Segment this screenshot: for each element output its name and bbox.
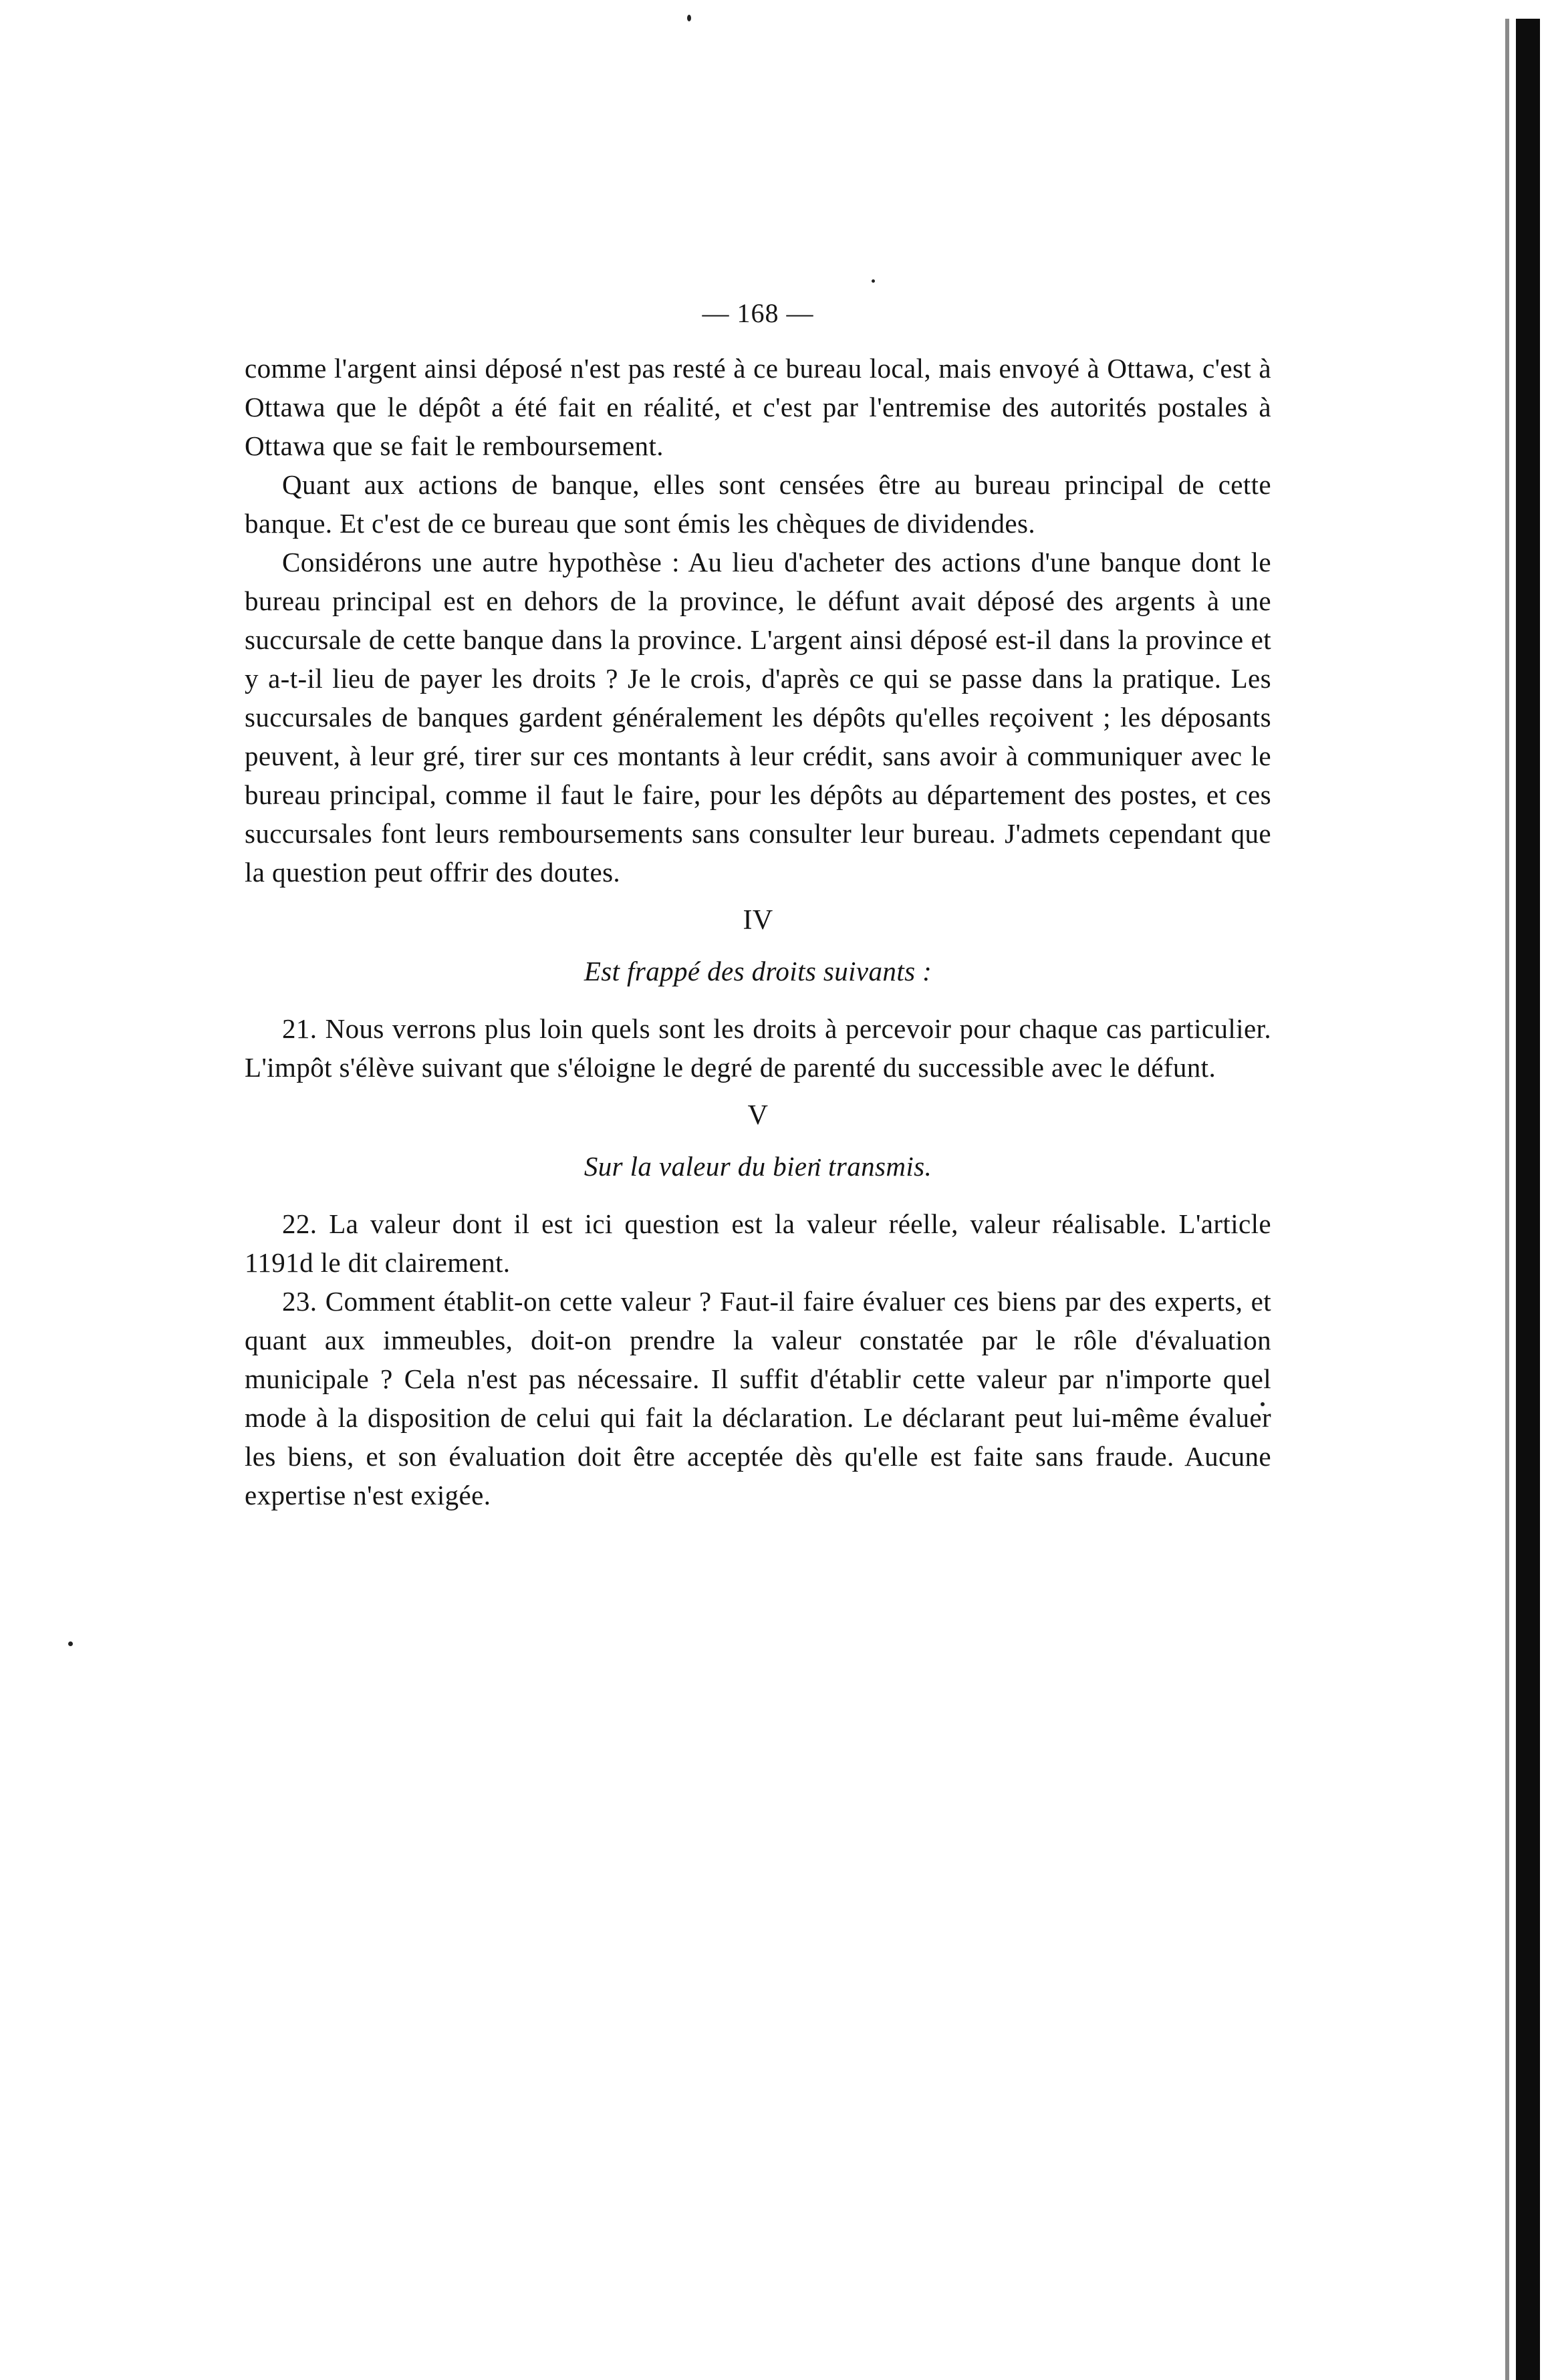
paragraph-22: 22. La valeur dont il est ici question est la valeur réelle, valeur réalisable. L'article 1191d le dit clairement. [245,1208,1271,1278]
paragraph-23: 23. Comment établit-on cette valeur ? Faut-il faire évaluer ces biens par des experts, et quant aux immeubles, doit-on prendre la valeur constatée par le rôle d'évaluation municipale ? Cela n'est pas nécessaire. Il suffit d'établir cette valeur par n'importe quel mode à la disposition de celui qui fait la déclaration. Le déclarant peut lui-même évaluer les biens, et son évaluation doit être acceptée dès qu'elle est faite sans fraude. Aucune expertise n'est exigée. [245,1286,1271,1510]
section-number-v: V [747,1100,769,1131]
scan-speck [687,15,691,21]
paragraph-bank-shares: Quant aux actions de banque, elles sont censées être au bureau principal de cette banque. Et c'est de ce bureau que sont émis les chèques de dividendes. [245,469,1271,539]
section-title-v: Sur la valeur du bien transmis. [584,1151,932,1182]
page-text [245,294,1271,1514]
scan-speck [68,1641,73,1646]
scan-speck [872,279,875,283]
scan-edge-line [1505,19,1509,2380]
paragraph-hypothesis: Considérons une autre hypothèse : Au lieu d'acheter des actions d'une banque dont le bureau principal est en dehors de la province, le défunt avait déposé des argents à une succursale de cette banque dans la province. L'argent ainsi déposé est-il dans la province et y a-t-il lieu de payer les droits ? Je le crois, d'après ce qui se passe dans la pratique. Les succursales de banques gardent généralement les dépôts qu'elles reçoivent ; les déposants peuvent, à leur gré, tirer sur ces montants à leur crédit, sans avoir à communiquer avec le bureau principal, comme il faut le faire, pour les dépôts au département des postes, et ces succursales font leurs remboursements sans consulter leur bureau. J'admets cependant que la question peut offrir des doutes. [245,547,1271,888]
section-number-iv: IV [743,905,773,936]
section-title-iv: Est frappé des droits suivants : [584,956,932,986]
scan-edge-shadow [1516,19,1540,2380]
page-number: — 168 — [702,298,814,328]
paragraph-21: 21. Nous verrons plus loin quels sont les droits à percevoir pour chaque cas particulier. L'impôt s'élève suivant que s'éloigne le degré de parenté du successible avec le défunt. [245,1013,1271,1083]
paragraph-continued: comme l'argent ainsi déposé n'est pas resté à ce bureau local, mais envoyé à Ottawa, c'est à Ottawa que le dépôt a été fait en réalité, et c'est par l'entremise des autorités postales à Ottawa que se fait le remboursement. [245,353,1271,461]
